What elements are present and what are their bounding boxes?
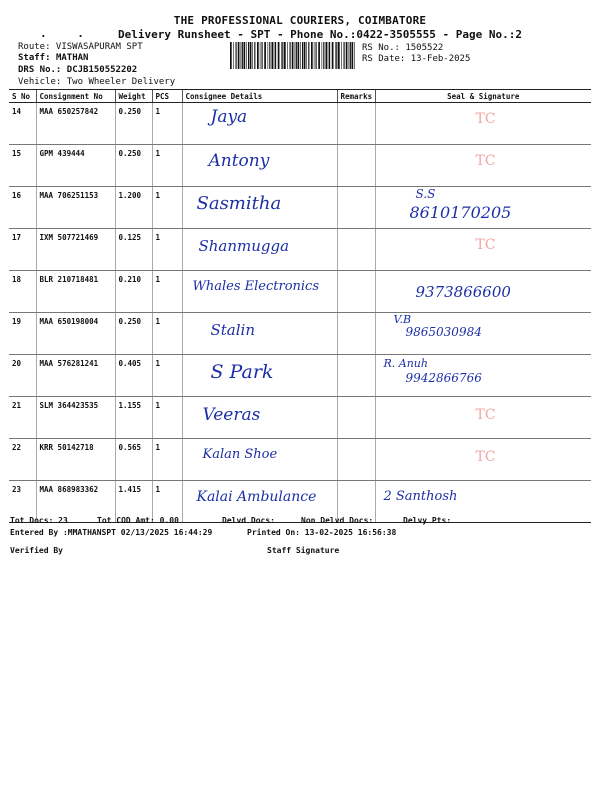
table-row (9, 397, 591, 439)
signature-area (376, 397, 592, 438)
barcode-bar (318, 42, 320, 69)
signature-area (376, 439, 592, 480)
row-weight: 0.210 (115, 271, 152, 313)
col-sno: S No (9, 90, 36, 103)
row-pcs: 1 (152, 313, 182, 355)
consignee-handwriting: Shanmugga (198, 237, 290, 255)
barcode-bar (296, 42, 297, 69)
row-sno: 23 (9, 481, 36, 523)
row-seal-signature-cell (375, 271, 591, 313)
table-header-row (9, 90, 591, 103)
tot-cod-amt: Tot COD Amt: 0.00 (97, 516, 179, 525)
seal-stamp: TC (475, 407, 496, 423)
barcode-bar (244, 42, 246, 69)
header-dots: . . (40, 27, 96, 40)
row-consignee-cell (182, 229, 337, 271)
barcode-bar (252, 42, 253, 69)
signature-area (376, 145, 592, 186)
row-consignment-no: MAA 650257842 (36, 103, 115, 145)
row-pcs: 1 (152, 481, 182, 523)
row-sno: 22 (9, 439, 36, 481)
signature-text: V.B (393, 313, 412, 326)
barcode-bar (338, 42, 340, 69)
printed-on: Printed On: 13-02-2025 16:56:38 (247, 528, 397, 537)
delvy-pts: Delvy Pts: (403, 516, 452, 525)
barcode-bar (326, 42, 328, 69)
signature-text: S.S (415, 187, 436, 201)
row-pcs: 1 (152, 271, 182, 313)
rs-number: RS No.: 1505522 (362, 43, 444, 53)
barcode-bar (332, 42, 334, 69)
vehicle-line: Vehicle: Two Wheeler Delivery (18, 77, 176, 87)
row-sno: 14 (9, 103, 36, 145)
row-consignee-cell (182, 103, 337, 145)
barcode-bar (281, 42, 282, 69)
staff-signature: Staff Signature (267, 546, 340, 555)
row-weight: 0.405 (115, 355, 152, 397)
col-consignment: Consignment No (36, 90, 115, 103)
tot-docs: Tot Docs: 23 (10, 516, 68, 525)
row-pcs: 1 (152, 145, 182, 187)
row-consignee-cell (182, 187, 337, 229)
consignee-handwriting: Sasmitha (196, 193, 282, 214)
row-remarks (337, 103, 375, 145)
barcode-bar (314, 42, 315, 69)
row-pcs: 1 (152, 187, 182, 229)
consignee-handwriting: Kalai Ambulance (196, 489, 317, 505)
barcode-bar (298, 42, 300, 69)
barcode-bar (349, 42, 350, 69)
table-row (9, 229, 591, 271)
row-pcs: 1 (152, 397, 182, 439)
table-row (9, 187, 591, 229)
barcode-bar (290, 42, 291, 69)
barcode-bar (264, 42, 266, 69)
row-consignment-no: BLR 210718481 (36, 271, 115, 313)
barcode-bar (328, 42, 329, 69)
signature-text: 2 Santhosh (383, 489, 458, 504)
row-sno: 18 (9, 271, 36, 313)
barcode-bar (336, 42, 337, 69)
signature-area (376, 355, 592, 396)
verified-by: Verified By (10, 546, 63, 555)
seal-stamp: TC (475, 111, 496, 127)
delvd-docs: Delvd Docs: (222, 516, 275, 525)
row-seal-signature-cell (375, 229, 591, 271)
barcode-bar (278, 42, 280, 69)
col-consignee: Consignee Details (182, 90, 337, 103)
signature-text: 9942866766 (405, 371, 482, 385)
row-consignment-no: IXM 507721469 (36, 229, 115, 271)
drs-line (18, 65, 137, 76)
row-consignment-no: MAA 576281241 (36, 355, 115, 397)
barcode-bar (254, 42, 255, 69)
row-sno: 20 (9, 355, 36, 397)
signature-area (376, 313, 592, 354)
signature-text: 9865030984 (405, 325, 482, 339)
row-seal-signature-cell (375, 439, 591, 481)
row-remarks (337, 271, 375, 313)
consignee-handwriting: S Park (210, 361, 274, 383)
rs-date: RS Date: 13-Feb-2025 (362, 54, 471, 64)
row-pcs: 1 (152, 229, 182, 271)
table-row (9, 313, 591, 355)
route-line: Route: VISWASAPURAM SPT (18, 42, 143, 52)
row-remarks (337, 229, 375, 271)
row-remarks (337, 313, 375, 355)
barcode-bar (346, 42, 348, 69)
consignment-table (9, 89, 591, 523)
row-consignee-cell (182, 145, 337, 187)
row-remarks (337, 145, 375, 187)
signature-text: 8610170205 (409, 203, 512, 222)
barcode-bar (302, 42, 303, 69)
consignment-table-wrap (9, 89, 591, 512)
barcode-bar (233, 42, 234, 69)
row-consignee-cell (182, 271, 337, 313)
table-row (9, 145, 591, 187)
barcode-bar (322, 42, 323, 69)
consignee-handwriting: Jaya (210, 107, 248, 127)
barcode-bar (241, 42, 242, 69)
barcode-bar (269, 42, 270, 69)
barcode-bar (316, 42, 317, 69)
table-row (9, 103, 591, 145)
barcode-bar (304, 42, 306, 69)
staff-value: MATHAN (55, 53, 89, 63)
barcode-bar (246, 42, 247, 69)
signature-text: R. Anuh (383, 357, 428, 370)
barcode-bar (306, 42, 307, 69)
row-sno: 19 (9, 313, 36, 355)
row-consignment-no: MAA 706251153 (36, 187, 115, 229)
barcode-bar (274, 42, 275, 69)
row-pcs: 1 (152, 439, 182, 481)
table-row (9, 439, 591, 481)
seal-stamp: TC (475, 153, 496, 169)
row-pcs: 1 (152, 355, 182, 397)
barcode-bar (292, 42, 294, 69)
barcode-bar (236, 42, 237, 69)
signature-text: 9373866600 (415, 283, 511, 301)
consignee-handwriting: Stalin (210, 321, 256, 339)
row-weight: 1.200 (115, 187, 152, 229)
row-weight: 1.415 (115, 481, 152, 523)
barcode-bar (354, 42, 355, 69)
col-pcs: PCS (152, 90, 182, 103)
row-consignment-no: KRR 50142718 (36, 439, 115, 481)
barcode-bar (257, 42, 259, 69)
seal-stamp: TC (475, 449, 496, 465)
barcode-bar (230, 42, 232, 69)
row-seal-signature-cell (375, 103, 591, 145)
barcode-bar (242, 42, 243, 69)
consignee-handwriting: Whales Electronics (192, 279, 320, 294)
consignee-handwriting: Kalan Shoe (202, 447, 278, 462)
row-sno: 21 (9, 397, 36, 439)
row-seal-signature-cell (375, 397, 591, 439)
row-consignee-cell (182, 397, 337, 439)
row-seal-signature-cell (375, 145, 591, 187)
row-weight: 0.250 (115, 103, 152, 145)
barcode-bar (248, 42, 249, 69)
seal-stamp: TC (475, 237, 496, 253)
row-weight: 1.155 (115, 397, 152, 439)
row-sno: 15 (9, 145, 36, 187)
non-delvd-docs: Non Delvd Docs: (301, 516, 374, 525)
barcode-bar (238, 42, 240, 69)
barcode-bar (250, 42, 252, 69)
barcode-bar (275, 42, 276, 69)
barcode-bar (311, 42, 313, 69)
barcode-bar (308, 42, 309, 69)
row-weight: 0.565 (115, 439, 152, 481)
row-consignment-no: MAA 650198004 (36, 313, 115, 355)
signature-area (376, 229, 592, 270)
row-sno: 16 (9, 187, 36, 229)
barcode-bar (282, 42, 283, 69)
row-weight: 0.125 (115, 229, 152, 271)
barcode-bar (300, 42, 301, 69)
table-row (9, 355, 591, 397)
barcode-bar (341, 42, 342, 69)
barcode-bar (323, 42, 324, 69)
row-consignee-cell (182, 439, 337, 481)
row-remarks (337, 355, 375, 397)
barcode-bar (268, 42, 269, 69)
row-remarks (337, 187, 375, 229)
staff-label: Staff: (18, 53, 51, 63)
signature-area (376, 103, 592, 144)
barcode-bar (350, 42, 351, 69)
barcode-bar (295, 42, 296, 69)
row-remarks (337, 439, 375, 481)
row-consignment-no: MAA 868983362 (36, 481, 115, 523)
signature-area (376, 271, 592, 312)
entered-by: Entered By :MMATHANSPT 02/13/2025 16:44:29 (10, 528, 213, 537)
consignee-handwriting: Veeras (202, 405, 261, 425)
barcode-bar (329, 42, 330, 69)
barcode-bar (262, 42, 263, 69)
barcode-bar (335, 42, 336, 69)
row-seal-signature-cell (375, 355, 591, 397)
row-pcs: 1 (152, 103, 182, 145)
row-seal-signature-cell (375, 187, 591, 229)
row-consignment-no: GPM 439444 (36, 145, 115, 187)
row-sno: 17 (9, 229, 36, 271)
company-name: THE PROFESSIONAL COURIERS, COIMBATORE (173, 14, 427, 27)
row-consignee-cell (182, 313, 337, 355)
drs-label: DRS No.: (18, 65, 62, 75)
row-consignment-no: SLM 364423535 (36, 397, 115, 439)
row-remarks (337, 397, 375, 439)
staff-line (18, 53, 88, 64)
row-seal-signature-cell (375, 313, 591, 355)
barcode-bar (352, 42, 354, 69)
col-signature: Seal & Signature (375, 90, 591, 103)
col-weight: Weight (115, 90, 152, 103)
barcode-bar (344, 42, 345, 69)
barcode-bar (287, 42, 288, 69)
row-weight: 0.250 (115, 145, 152, 187)
runsheet-title: Delivery Runsheet - SPT - Phone No.:0422-3505555 - Page No.:2 (118, 28, 522, 41)
barcode-bar (272, 42, 274, 69)
barcode-bar (284, 42, 286, 69)
row-weight: 0.250 (115, 313, 152, 355)
barcode-bar (260, 42, 261, 69)
drs-value: DCJB150552202 (66, 65, 138, 75)
consignee-handwriting: Antony (208, 151, 270, 171)
table-row (9, 271, 591, 313)
row-consignee-cell (182, 355, 337, 397)
signature-area (376, 187, 592, 228)
barcode-image (230, 42, 355, 69)
col-remarks: Remarks (337, 90, 375, 103)
